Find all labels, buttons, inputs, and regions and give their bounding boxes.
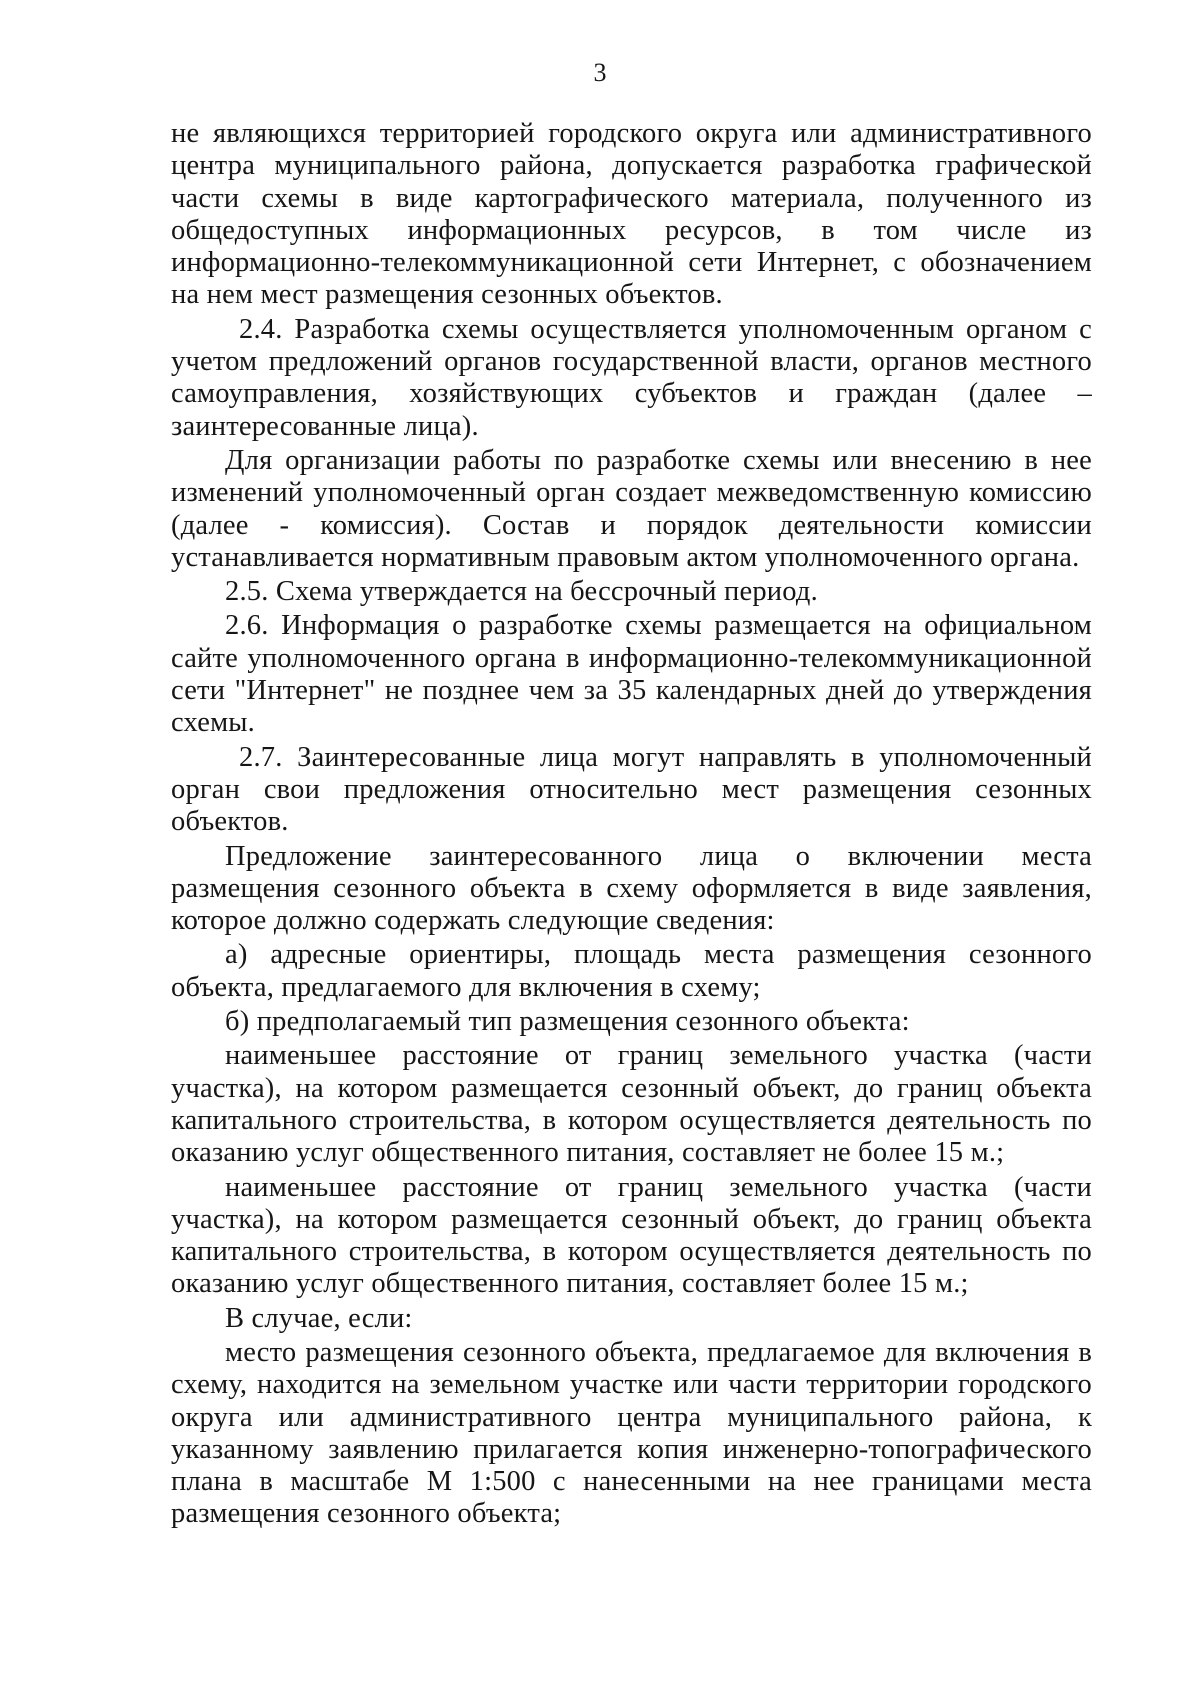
paragraph-commission: Для организации работы по разработке схемы или внесению в нее изменений уполномоченный орган создает межведомственную комиссию (далее - комиссия). Состав и порядок деятельности комиссии устанавливается нормативным правовым актом уполномоченного органа. [171, 444, 1092, 573]
paragraph-in-case: В случае, если: [225, 1302, 413, 1334]
paragraph-distance-more: наименьшее расстояние от границ земельного участка (части участка), на котором размещается сезонный объект, до границ объекта капитального строительства, в котором осуществляется деятельность по оказанию услуг общественного питания, составляет более 15 м.; [171, 1171, 1092, 1300]
page-number: 3 [593, 58, 607, 87]
paragraph-proposal: Предложение заинтересованного лица о включении места размещения сезонного объекта в схему оформляется в виде заявления, которое должно содержать следующие сведения: [171, 840, 1092, 937]
paragraph-2-7: 2.7. Заинтересованные лица могут направлять в уполномоченный орган свои предложения относительно мест размещения сезонных объектов. [171, 741, 1092, 838]
paragraph-continuation: не являющихся территорией городского округа или административного центра муниципального района, допускается разработка графической части схемы в виде картографического материала, полученного из общедоступных информационных ресурсов, в том числе из информационно-телекоммуникационной сети Интернет, с обозначением на нем мест размещения сезонных объектов. [171, 118, 1092, 311]
paragraph-item-b: б) предполагаемый тип размещения сезонного объекта: [225, 1006, 910, 1038]
paragraph-distance-not-more: наименьшее расстояние от границ земельного участка (части участка), на котором размещается сезонный объект, до границ объекта капитального строительства, в котором осуществляется деятельность по оказанию услуг общественного питания, составляет не более 15 м.; [171, 1040, 1092, 1169]
paragraph-item-a: а) адресные ориентиры, площадь места размещения сезонного объекта, предлагаемого для включения в схему; [171, 939, 1092, 1003]
paragraph-2-4: 2.4. Разработка схемы осуществляется уполномоченным органом с учетом предложений органов государственной власти, органов местного самоуправления, хозяйствующих субъектов и граждан (далее – заинтересованные лица). [171, 313, 1092, 442]
paragraph-2-5: 2.5. Схема утверждается на бессрочный период. [225, 576, 818, 608]
paragraph-location: место размещения сезонного объекта, предлагаемое для включения в схему, находится на земельном участке или части территории городского округа или административного центра муниципального района, к указанному заявлению прилагается копия инженерно-топографического плана в масштабе М 1:500 с нанесенными на нее границами места размещения сезонного объекта; [171, 1336, 1092, 1530]
paragraph-2-6: 2.6. Информация о разработке схемы размещается на официальном сайте уполномоченного органа в информационно-телекоммуникационной сети "Интернет" не позднее чем за 35 календарных дней до утверждения схемы. [171, 610, 1092, 739]
document-body [171, 118, 1092, 1533]
